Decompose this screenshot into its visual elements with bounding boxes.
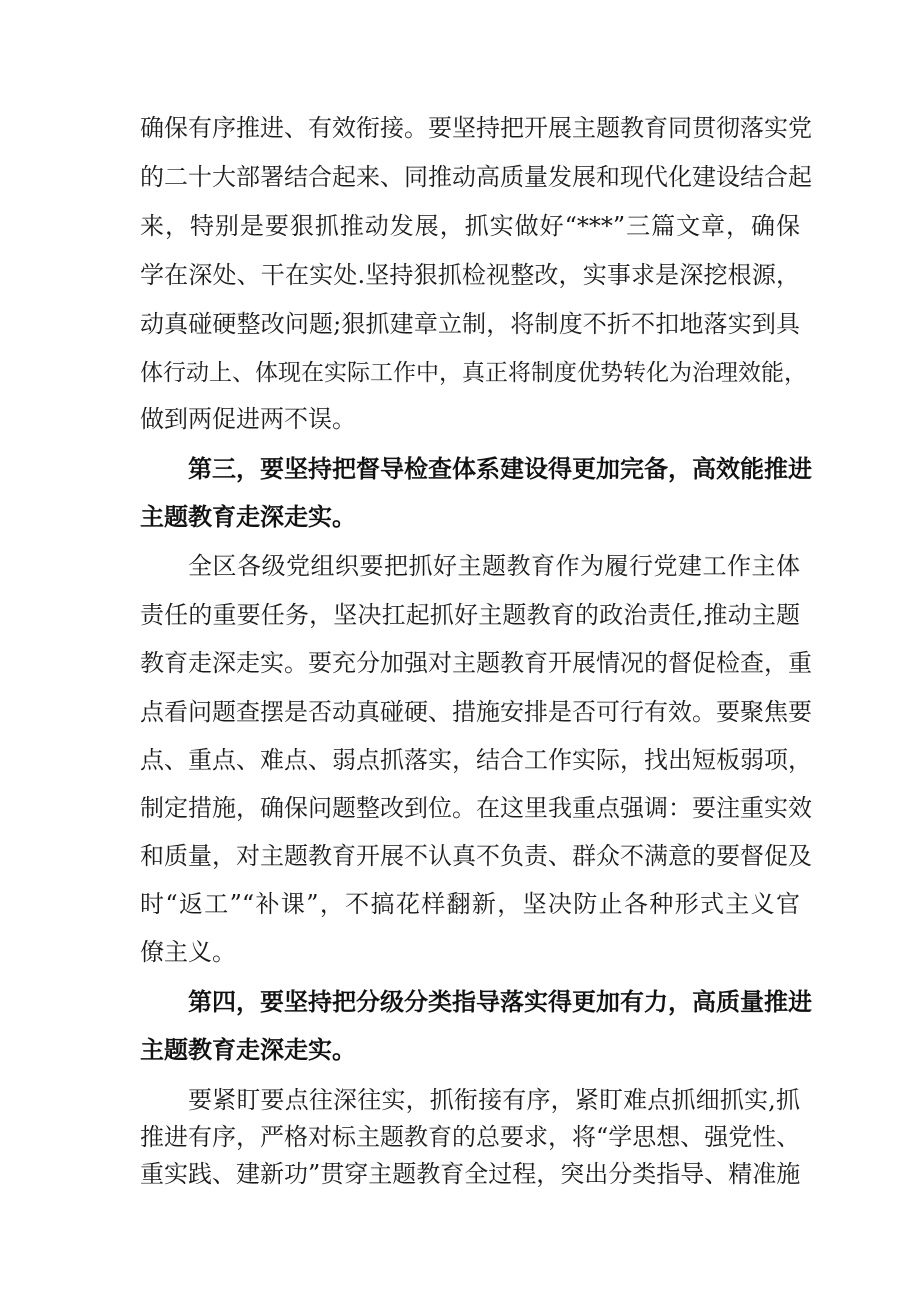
- text-line: 来，特别是要狠抓推动发展，抓实做好“***”三篇文章，确保: [140, 212, 800, 240]
- text-line: 学在深处、干在实处.坚持狠抓检视整改，实事求是深挖根源，: [140, 261, 800, 289]
- text-line: 动真碰硬整改问题;狠抓建章立制，将制度不折不扣地落实到具: [140, 310, 800, 338]
- text-line: 做到两促进两不误。: [140, 405, 356, 433]
- text-line: 体行动上、体现在实际工作中，真正将制度优势转化为治理效能，: [140, 360, 807, 386]
- text-line: 僚主义。: [140, 938, 236, 966]
- section-heading: 第三，要坚持把督导检查体系建设得更加完备，高效能推进: [188, 455, 812, 483]
- text-line: 时“返工”“补课”，不搞花样翻新，坚决防止各种形式主义官: [140, 890, 800, 918]
- text-line: 点、重点、难点、弱点抓落实，结合工作实际，找出短板弱项，: [140, 746, 812, 774]
- text-line: 教育走深走实。要充分加强对主题教育开展情况的督促检查，重: [140, 649, 812, 677]
- text-line: 要紧盯要点往深往实，抓衔接有序，紧盯难点抓细抓实,抓: [188, 1086, 800, 1114]
- text-line: 重实践、建新功”贯穿主题教育全过程，突出分类指导、精准施: [140, 1160, 801, 1188]
- text-line: 点看问题查摆是否动真碰硬、措施安排是否可行有效。要聚焦要: [140, 698, 812, 726]
- text-line: 确保有序推进、有效衔接。要坚持把开展主题教育同贯彻落实党: [140, 114, 812, 142]
- text-line: 全区各级党组织要把抓好主题教育作为履行党建工作主体: [188, 552, 800, 580]
- text-line: 制定措施，确保问题整改到位。在这里我重点强调：要注重实效: [140, 794, 812, 822]
- text-line: 责任的重要任务，坚决扛起抓好主题教育的政治责任,推动主题: [140, 601, 800, 629]
- section-heading: 主题教育走深走实。: [140, 1036, 356, 1064]
- text-line: 推进有序，严格对标主题教育的总要求，将“学思想、强党性、: [140, 1123, 801, 1151]
- text-line: 和质量，对主题教育开展不认真不负责、群众不满意的要督促及: [140, 842, 812, 870]
- section-heading: 第四，要坚持把分级分类指导落实得更加有力，高质量推进: [188, 988, 812, 1016]
- section-heading: 主题教育走深走实。: [140, 503, 356, 531]
- text-line: 的二十大部署结合起来、同推动高质量发展和现代化建设结合起: [140, 163, 812, 191]
